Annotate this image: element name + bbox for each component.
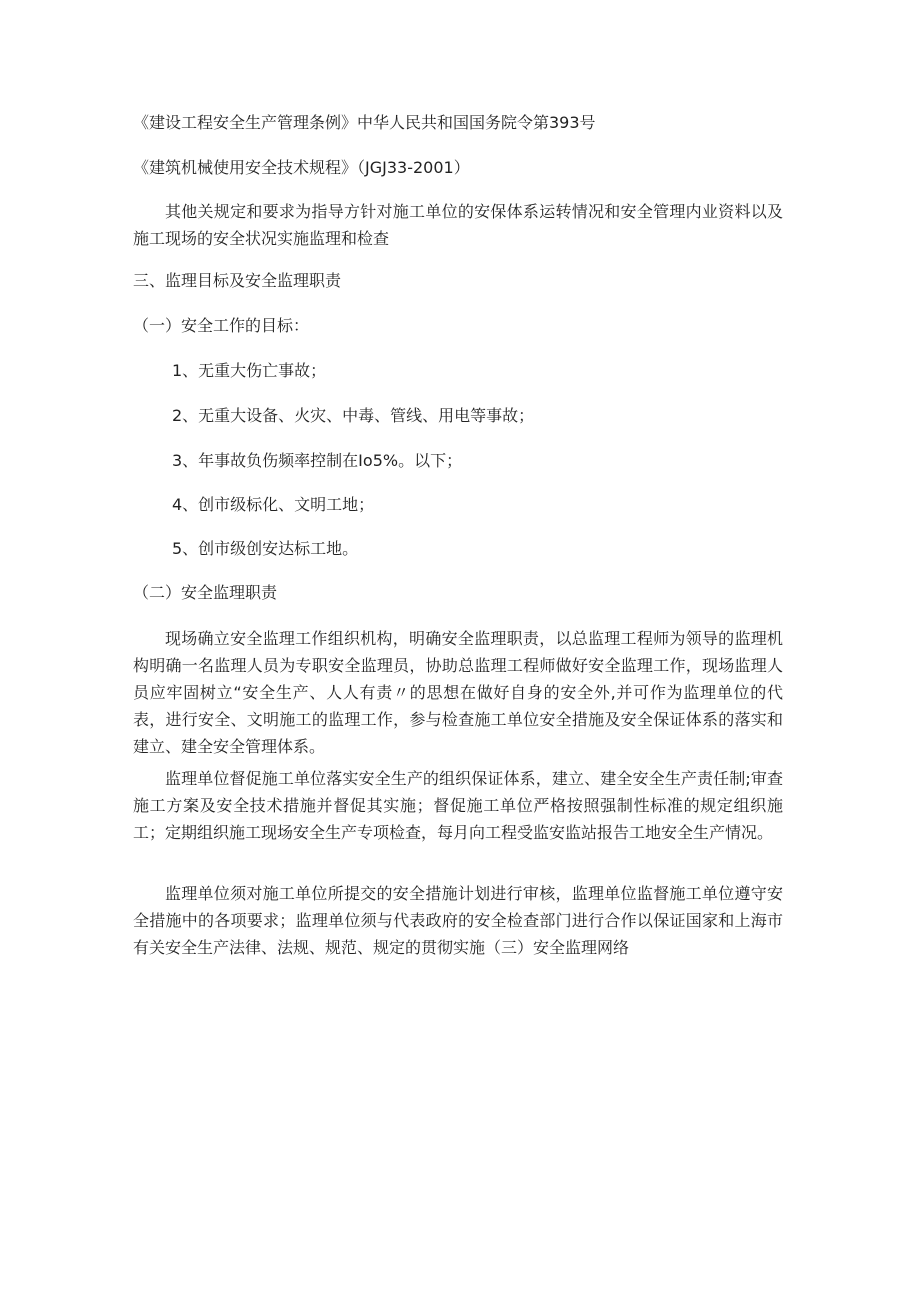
subsection-heading-goals: （一）安全工作的目标： bbox=[133, 316, 310, 335]
goal-item: 3、年事故负伤频率控制在Io5%。以下； bbox=[172, 451, 463, 470]
goal-item: 1、无重大伤亡事故； bbox=[172, 361, 327, 380]
goal-item: 2、无重大设备、火灾、中毒、管线、用电等事故； bbox=[172, 406, 535, 425]
reference-regulation-1: 《建设工程安全生产管理条例》中华人民共和国国务院令第393号 bbox=[133, 113, 596, 132]
reference-regulation-2: 《建筑机械使用安全技术规程》（JGJ33-2001） bbox=[133, 158, 470, 177]
duties-paragraph: 监理单位督促施工单位落实安全生产的组织保证体系，建立、建全安全生产责任制;审查施工方案及安全技术措施并督促其实施；督促施工单位严格按照强制性标准的规定组织施工；定期组织施工现场安全生产专项检查，每月向工程受监安监站报告工地安全生产情况。 bbox=[133, 769, 783, 842]
duties-paragraph: 现场确立安全监理工作组织机构，明确安全监理职责，以总监理工程师为领导的监理机构明确一名监理人员为专职安全监理员，协助总监理工程师做好安全监理工作，现场监理人员应牢固树立“安全生产、人人有责〃的思想在做好自身的安全外,并可作为监理单位的代表，进行安全、文明施工的监理工作，参与检查施工单位安全措施及安全保证体系的落实和建立、建全安全管理体系。 bbox=[133, 629, 783, 756]
intro-paragraph: 其他关规定和要求为指导方针对施工单位的安保体系运转情况和安全管理内业资料以及施工现场的安全状况实施监理和检查 bbox=[133, 202, 783, 248]
goal-item: 5、创市级创安达标工地。 bbox=[172, 539, 359, 558]
duties-paragraph: 监理单位须对施工单位所提交的安全措施计划进行审核，监理单位监督施工单位遵守安全措施中的各项要求；监理单位须与代表政府的安全检查部门进行合作以保证国家和上海市有关安全生产法律、法规、规范、规定的贯彻实施（三）安全监理网络 bbox=[133, 884, 783, 957]
subsection-heading-duties: （二）安全监理职责 bbox=[133, 583, 278, 602]
section-heading: 三、监理目标及安全监理职责 bbox=[133, 271, 342, 290]
goal-item: 4、创市级标化、文明工地； bbox=[172, 495, 375, 514]
